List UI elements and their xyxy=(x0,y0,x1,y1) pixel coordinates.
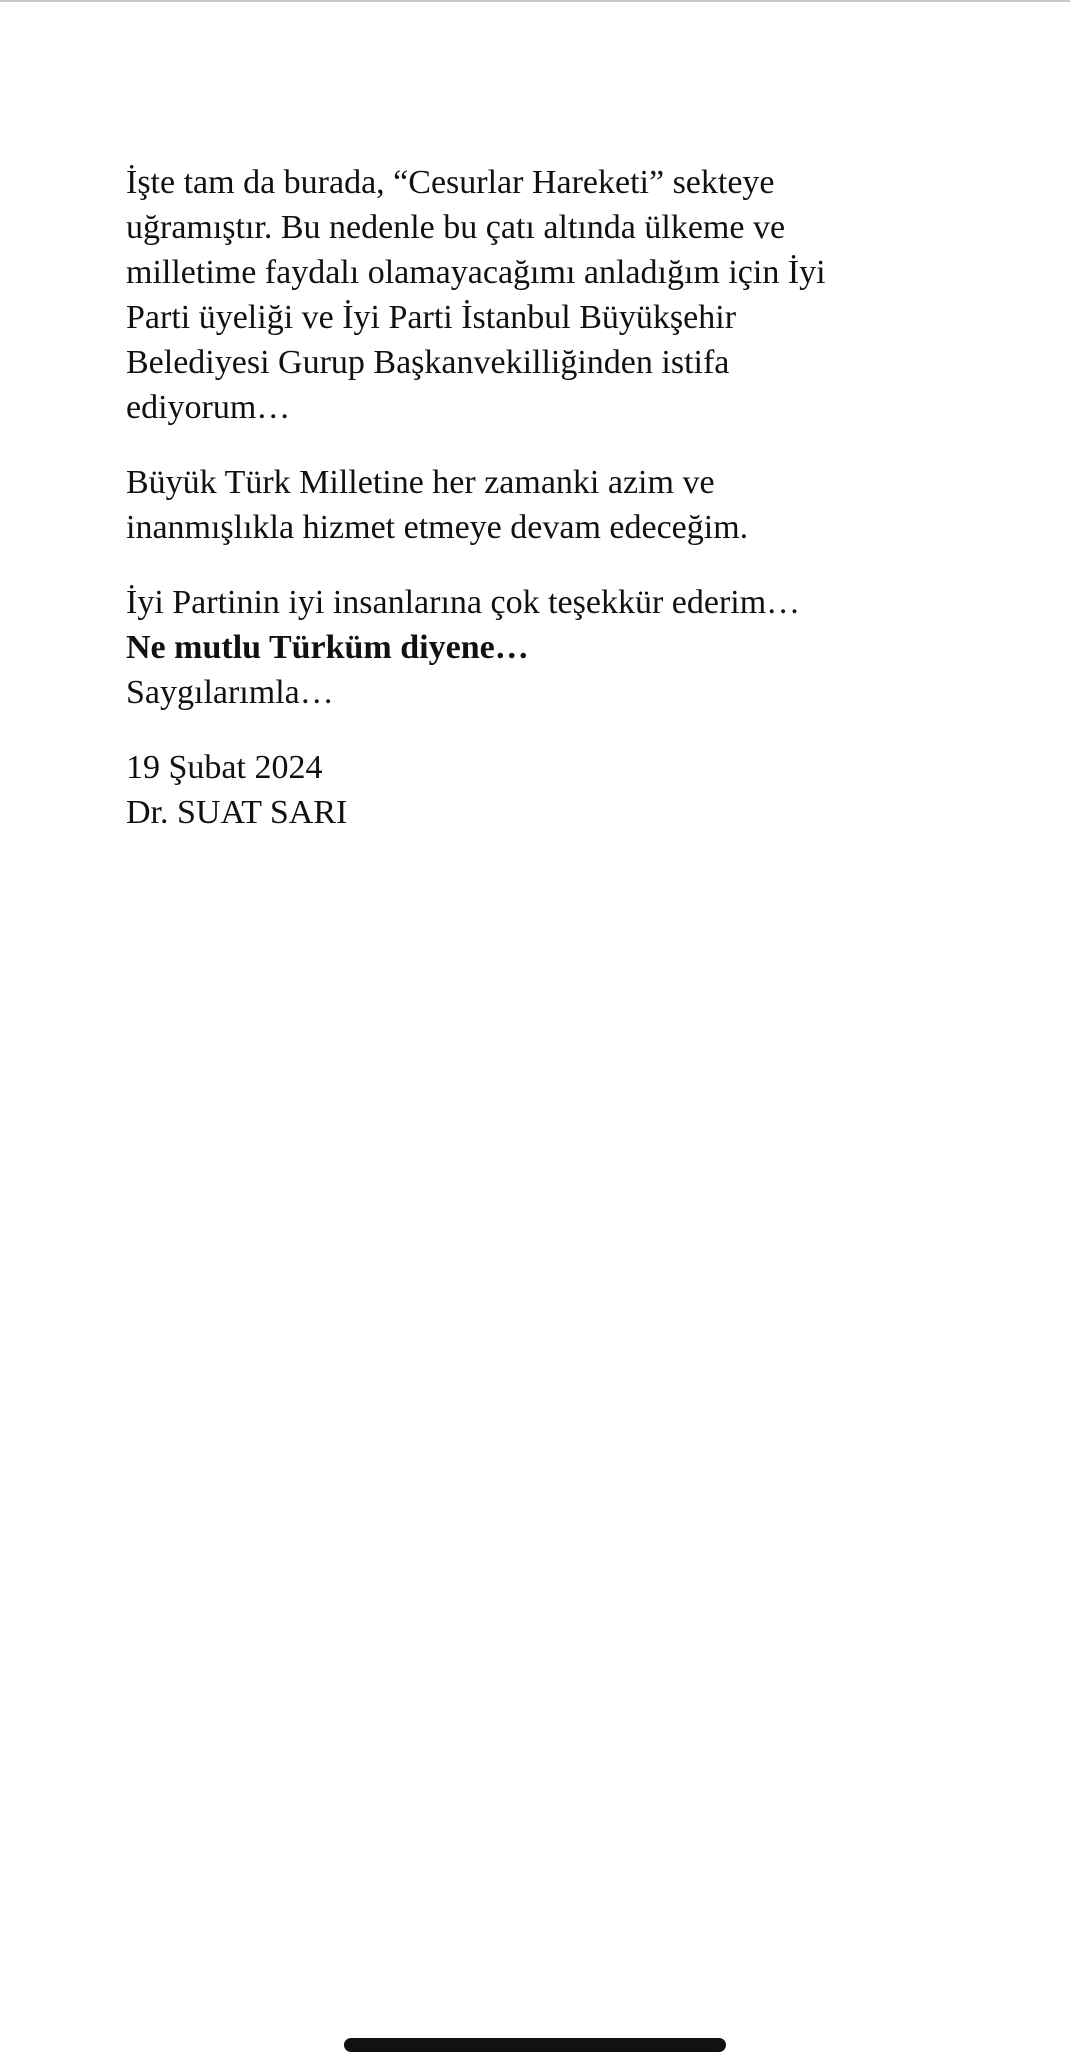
text-line: inanmışlıkla hizmet etmeye devam edeceğim. xyxy=(126,509,749,546)
home-indicator[interactable] xyxy=(344,2038,726,2052)
signature-block xyxy=(126,745,946,835)
paragraph-commitment xyxy=(126,460,946,550)
letter-body xyxy=(126,160,946,865)
regards-line: Saygılarımla… xyxy=(126,674,334,711)
signature-date: 19 Şubat 2024 xyxy=(126,749,323,786)
paragraph-resignation xyxy=(126,160,946,430)
text-line: Belediyesi Gurup Başkanvekilliğinden istifa xyxy=(126,344,730,381)
text-line: uğramıştır. Bu nedenle bu çatı altında ülkeme ve xyxy=(126,209,786,246)
text-line: milletime faydalı olamayacağımı anladığım için İyi xyxy=(126,254,826,291)
thanks-line: İyi Partinin iyi insanlarına çok teşekkür ederim… xyxy=(126,584,801,621)
text-line: Parti üyeliği ve İyi Parti İstanbul Büyükşehir xyxy=(126,299,737,336)
motto-line: Ne mutlu Türküm diyene… xyxy=(126,629,529,666)
text-line: ediyorum… xyxy=(126,389,291,426)
text-line: İşte tam da burada, “Cesurlar Hareketi” sekteye xyxy=(126,164,775,201)
top-divider xyxy=(0,0,1070,2)
signature-name: Dr. SUAT SARI xyxy=(126,794,348,831)
paragraph-closing xyxy=(126,580,946,715)
text-line: Büyük Türk Milletine her zamanki azim ve xyxy=(126,464,715,501)
